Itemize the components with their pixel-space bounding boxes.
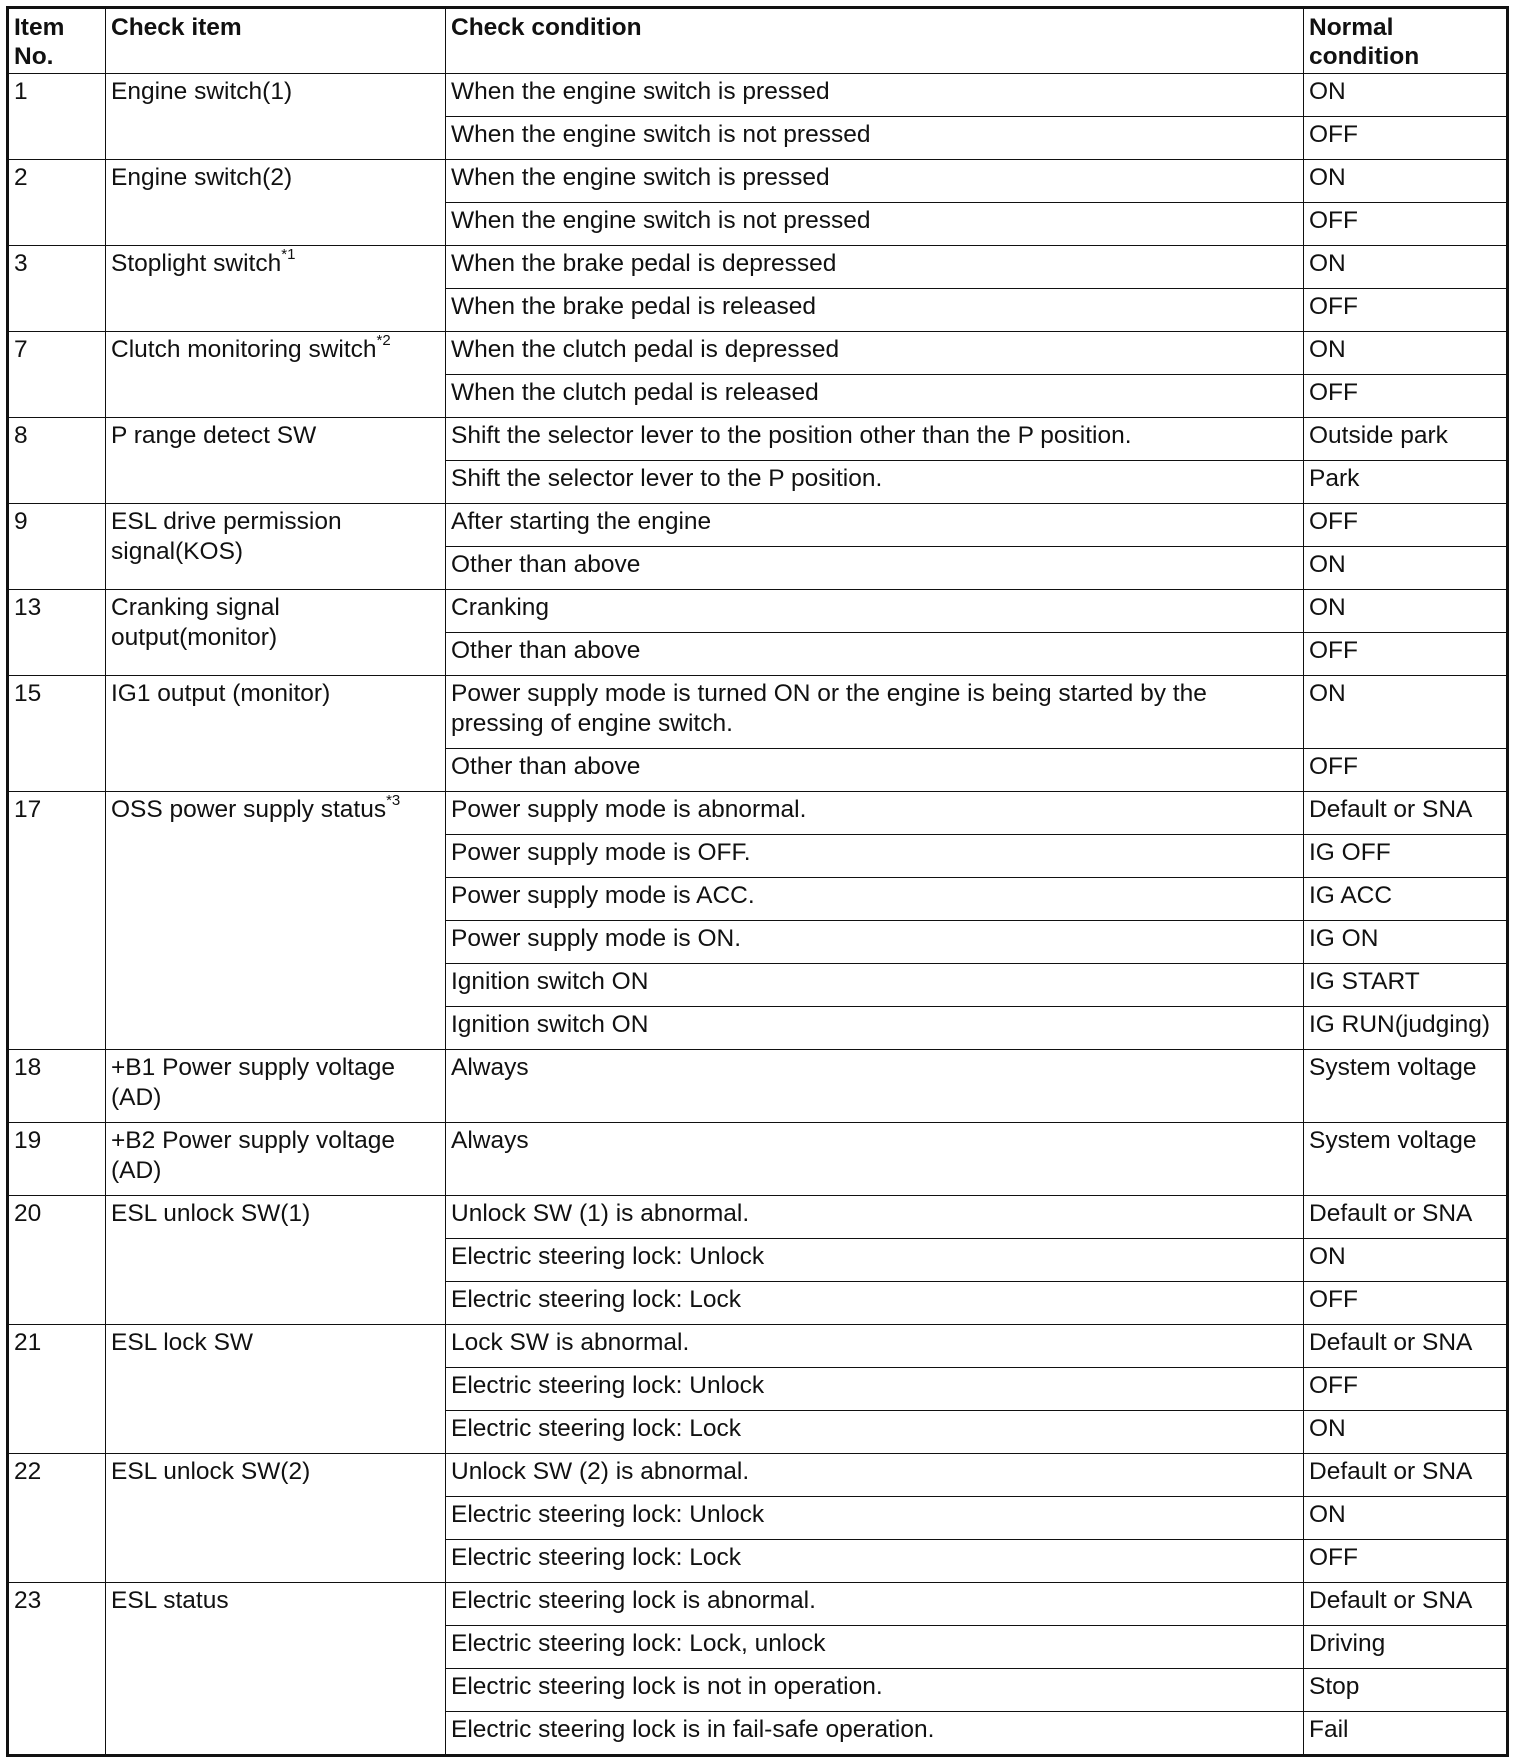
normal-condition: OFF — [1304, 1540, 1508, 1583]
normal-condition: ON — [1304, 1497, 1508, 1540]
table-row — [8, 332, 1508, 375]
item-number: 23 — [8, 1583, 106, 1756]
check-condition: Unlock SW (1) is abnormal. — [446, 1196, 1304, 1239]
check-item-cell — [106, 1583, 446, 1756]
normal-condition: OFF — [1304, 633, 1508, 676]
table-row — [8, 590, 1508, 633]
table-row — [8, 1325, 1508, 1368]
normal-condition: OFF — [1304, 749, 1508, 792]
table-row — [8, 1454, 1508, 1497]
check-condition: Power supply mode is ACC. — [446, 878, 1304, 921]
table-row — [8, 160, 1508, 203]
check-condition: When the brake pedal is depressed — [446, 246, 1304, 289]
table-body — [8, 74, 1508, 1756]
check-condition: Always — [446, 1123, 1304, 1196]
check-item-name: +B1 Power supply voltage (AD) — [111, 1054, 395, 1111]
check-item-name: ESL unlock SW(2) — [111, 1458, 311, 1485]
table-row — [8, 792, 1508, 835]
data-list-table — [6, 6, 1509, 1757]
check-condition: When the engine switch is not pressed — [446, 117, 1304, 160]
item-number: 1 — [8, 74, 106, 160]
header-row — [8, 8, 1508, 74]
normal-condition: IG RUN(judging) — [1304, 1007, 1508, 1050]
normal-condition: ON — [1304, 547, 1508, 590]
table-row — [8, 1196, 1508, 1239]
item-number: 2 — [8, 160, 106, 246]
header-check-item: Check item — [106, 8, 446, 74]
item-number: 20 — [8, 1196, 106, 1325]
check-condition: Electric steering lock is in fail-safe operation. — [446, 1712, 1304, 1756]
check-condition: Power supply mode is turned ON or the engine is being started by the pressing of engine switch. — [446, 676, 1304, 749]
check-item-name: Engine switch(2) — [111, 164, 293, 191]
table-row — [8, 246, 1508, 289]
check-condition: Electric steering lock is abnormal. — [446, 1583, 1304, 1626]
data-list-sheet — [6, 6, 1506, 1743]
normal-condition: ON — [1304, 332, 1508, 375]
check-condition: Shift the selector lever to the position other than the P position. — [446, 418, 1304, 461]
normal-condition: Fail — [1304, 1712, 1508, 1756]
normal-condition: IG OFF — [1304, 835, 1508, 878]
item-number: 18 — [8, 1050, 106, 1123]
check-item-name: P range detect SW — [111, 422, 317, 449]
check-condition: Other than above — [446, 749, 1304, 792]
check-item-name: ESL unlock SW(1) — [111, 1200, 311, 1227]
normal-condition: Default or SNA — [1304, 1454, 1508, 1497]
normal-condition: OFF — [1304, 1368, 1508, 1411]
check-item-name: Engine switch(1) — [111, 78, 293, 105]
check-condition: Electric steering lock: Lock — [446, 1282, 1304, 1325]
header-item-no: Item No. — [8, 8, 106, 74]
normal-condition: Default or SNA — [1304, 1325, 1508, 1368]
check-condition: Shift the selector lever to the P position. — [446, 461, 1304, 504]
check-item-cell — [106, 74, 446, 160]
check-item-name: OSS power supply status — [111, 796, 387, 823]
check-condition: When the engine switch is pressed — [446, 74, 1304, 117]
check-item-cell — [106, 1325, 446, 1454]
normal-condition: ON — [1304, 590, 1508, 633]
normal-condition: OFF — [1304, 117, 1508, 160]
normal-condition: OFF — [1304, 504, 1508, 547]
check-condition: Electric steering lock: Lock — [446, 1411, 1304, 1454]
check-condition: Electric steering lock: Unlock — [446, 1497, 1304, 1540]
table-row — [8, 74, 1508, 117]
check-condition: Lock SW is abnormal. — [446, 1325, 1304, 1368]
check-condition: Electric steering lock is not in operation. — [446, 1669, 1304, 1712]
check-condition: Electric steering lock: Unlock — [446, 1239, 1304, 1282]
item-number: 8 — [8, 418, 106, 504]
item-number: 9 — [8, 504, 106, 590]
header-check-condition: Check condition — [446, 8, 1304, 74]
normal-condition: ON — [1304, 676, 1508, 749]
check-item-cell — [106, 1050, 446, 1123]
check-item-cell — [106, 792, 446, 1050]
check-item-cell — [106, 504, 446, 590]
normal-condition: OFF — [1304, 289, 1508, 332]
normal-condition: ON — [1304, 246, 1508, 289]
check-item-name: Stoplight switch — [111, 250, 282, 277]
item-number: 15 — [8, 676, 106, 792]
normal-condition: System voltage — [1304, 1050, 1508, 1123]
check-item-cell — [106, 1196, 446, 1325]
check-item-cell — [106, 1454, 446, 1583]
item-number: 13 — [8, 590, 106, 676]
table-row — [8, 1123, 1508, 1196]
check-condition: Power supply mode is ON. — [446, 921, 1304, 964]
item-number: 22 — [8, 1454, 106, 1583]
normal-condition: IG ACC — [1304, 878, 1508, 921]
check-item-name: ESL status — [111, 1587, 229, 1614]
check-condition: When the brake pedal is released — [446, 289, 1304, 332]
item-number: 17 — [8, 792, 106, 1050]
normal-condition: OFF — [1304, 375, 1508, 418]
item-number: 19 — [8, 1123, 106, 1196]
check-item-name: ESL drive permission signal(KOS) — [111, 508, 342, 565]
check-condition: Ignition switch ON — [446, 964, 1304, 1007]
check-condition: Electric steering lock: Lock — [446, 1540, 1304, 1583]
normal-condition: ON — [1304, 1411, 1508, 1454]
check-item-cell — [106, 160, 446, 246]
normal-condition: Default or SNA — [1304, 792, 1508, 835]
footnote-marker: *3 — [386, 791, 401, 809]
table-row — [8, 1050, 1508, 1123]
header-normal-condition: Normal condition — [1304, 8, 1508, 74]
check-item-name: IG1 output (monitor) — [111, 680, 331, 707]
check-condition: Always — [446, 1050, 1304, 1123]
check-condition: Electric steering lock: Lock, unlock — [446, 1626, 1304, 1669]
table-row — [8, 1583, 1508, 1626]
normal-condition: ON — [1304, 160, 1508, 203]
check-condition: When the clutch pedal is depressed — [446, 332, 1304, 375]
footnote-marker: *2 — [376, 331, 391, 349]
normal-condition: OFF — [1304, 1282, 1508, 1325]
check-item-name: +B2 Power supply voltage (AD) — [111, 1127, 395, 1184]
check-condition: When the engine switch is not pressed — [446, 203, 1304, 246]
check-condition: Power supply mode is abnormal. — [446, 792, 1304, 835]
check-item-name: Clutch monitoring switch — [111, 336, 377, 363]
normal-condition: ON — [1304, 74, 1508, 117]
check-item-cell — [106, 676, 446, 792]
normal-condition: IG ON — [1304, 921, 1508, 964]
check-item-cell — [106, 418, 446, 504]
normal-condition: Default or SNA — [1304, 1196, 1508, 1239]
check-condition: Power supply mode is OFF. — [446, 835, 1304, 878]
check-condition: Cranking — [446, 590, 1304, 633]
item-number: 7 — [8, 332, 106, 418]
check-item-name: ESL lock SW — [111, 1329, 254, 1356]
normal-condition: System voltage — [1304, 1123, 1508, 1196]
item-number: 21 — [8, 1325, 106, 1454]
check-condition: Unlock SW (2) is abnormal. — [446, 1454, 1304, 1497]
footnote-marker: *1 — [281, 245, 296, 263]
normal-condition: IG START — [1304, 964, 1508, 1007]
check-item-cell — [106, 246, 446, 332]
normal-condition: Outside park — [1304, 418, 1508, 461]
check-condition: When the clutch pedal is released — [446, 375, 1304, 418]
check-item-cell — [106, 332, 446, 418]
check-item-name: Cranking signal output(monitor) — [111, 594, 280, 651]
item-number: 3 — [8, 246, 106, 332]
check-condition: Other than above — [446, 633, 1304, 676]
normal-condition: Park — [1304, 461, 1508, 504]
table-row — [8, 418, 1508, 461]
check-condition: After starting the engine — [446, 504, 1304, 547]
table-row — [8, 504, 1508, 547]
normal-condition: OFF — [1304, 203, 1508, 246]
normal-condition: ON — [1304, 1239, 1508, 1282]
check-condition: Ignition switch ON — [446, 1007, 1304, 1050]
check-condition: Electric steering lock: Unlock — [446, 1368, 1304, 1411]
normal-condition: Driving — [1304, 1626, 1508, 1669]
normal-condition: Default or SNA — [1304, 1583, 1508, 1626]
table-row — [8, 676, 1508, 749]
check-condition: When the engine switch is pressed — [446, 160, 1304, 203]
check-item-cell — [106, 1123, 446, 1196]
check-item-cell — [106, 590, 446, 676]
check-condition: Other than above — [446, 547, 1304, 590]
normal-condition: Stop — [1304, 1669, 1508, 1712]
